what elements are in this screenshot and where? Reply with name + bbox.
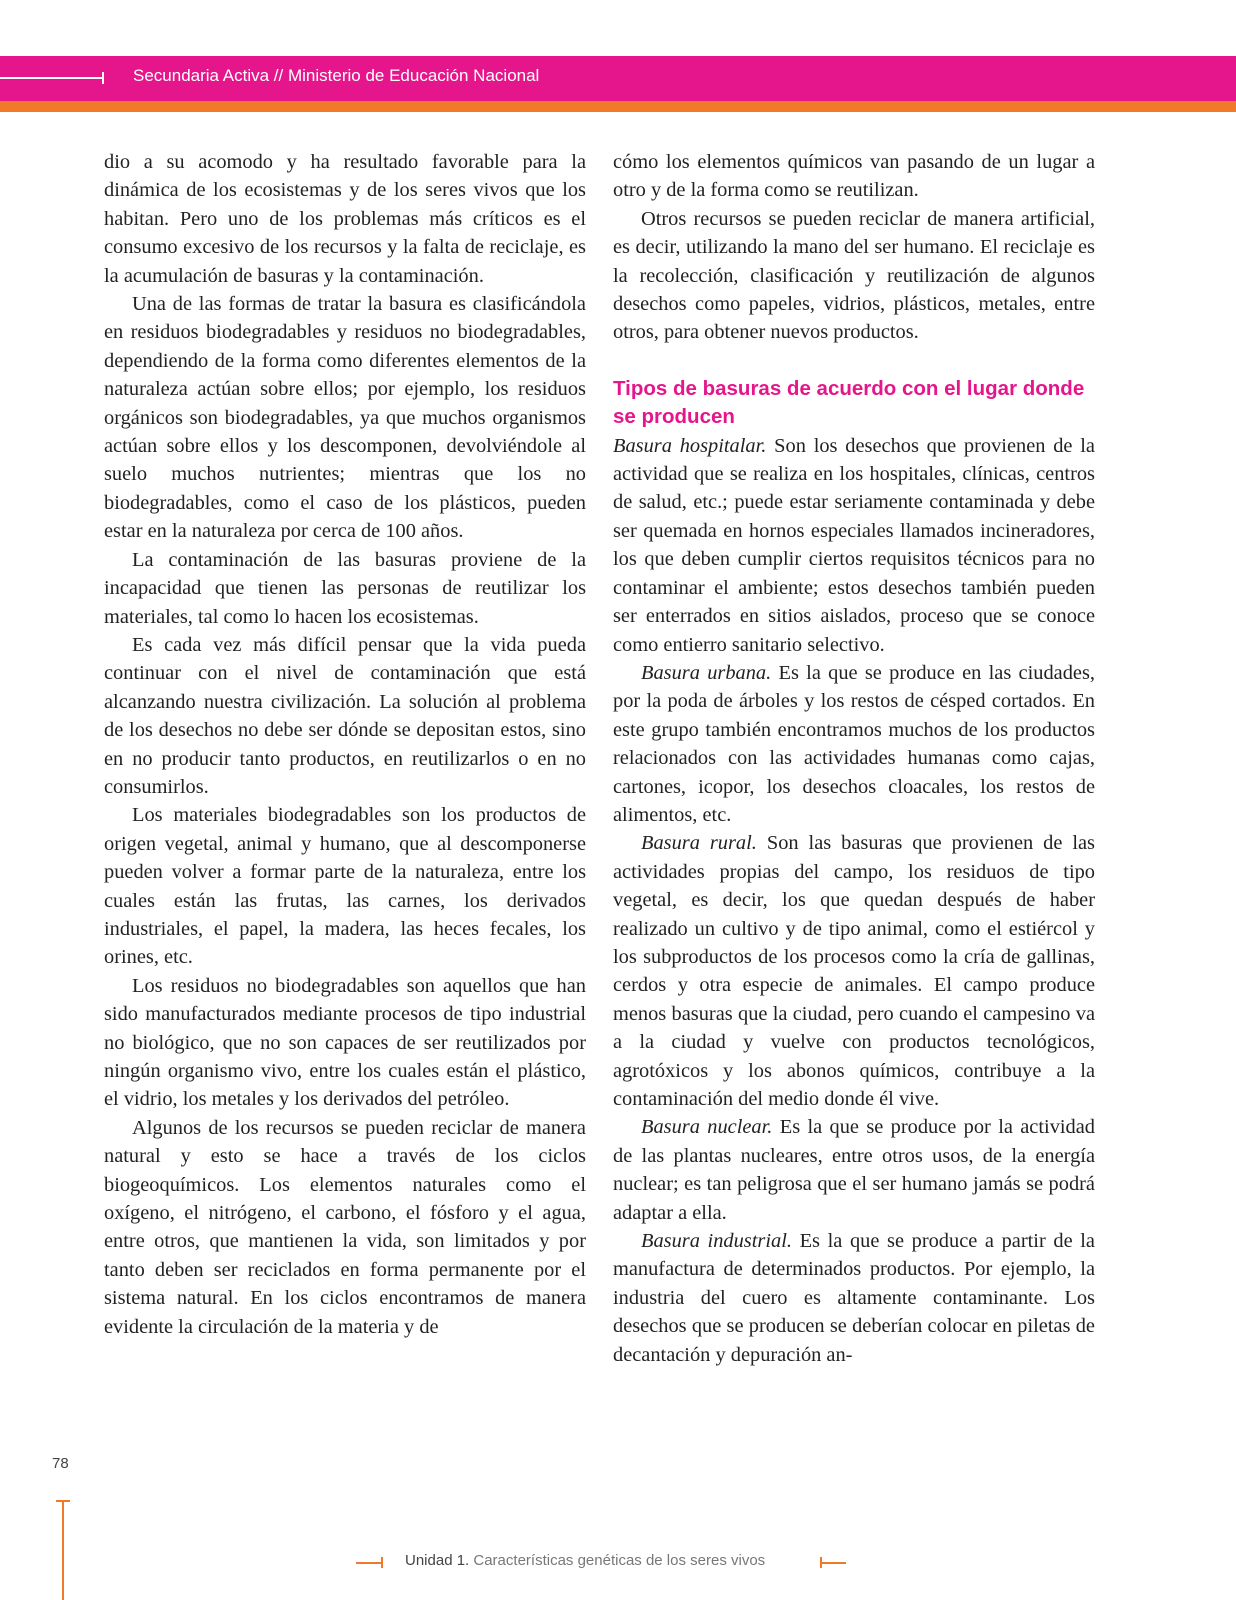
header-rule — [0, 77, 104, 79]
paragraph: Los residuos no biodegradables son aquellos que han sido manufacturados mediante procesos de tipo industrial no biológico, que no son capaces de ser reutilizados por ningún organismo vivo, entre los cuales están el plástico, el vidrio, los metales y los derivados del petróleo. — [104, 974, 586, 1111]
paragraph — [613, 1227, 1095, 1369]
footer-rule-right-cap — [820, 1557, 822, 1568]
paragraph — [613, 829, 1095, 1113]
definition: Son las basuras que provienen de las actividades propias del campo, los residuos de tipo vegetal, es decir, los que quedan después de haber realizado un cultivo y de tipo animal, como el estiércol y los subproductos de los procesos como la cría de gallinas, cerdos y otra especie de animales. El campo produce menos basuras que la ciudad, pero cuando el campesino va a la ciudad y vuelve con productos tecnológicos, agrotóxicos y los abonos químicos, contribuye a la contaminación del medio donde él vive. — [613, 832, 1095, 1110]
paragraph — [613, 1113, 1095, 1227]
paragraph: Los materiales biodegradables son los productos de origen vegetal, animal y humano, que al descomponerse pueden volver a formar parte de la naturaleza, entre los cuales están las frutas, las carnes, los derivados industriales, el papel, la madera, las heces fecales, los orines, etc. — [104, 804, 586, 969]
paragraph: Otros recursos se pueden reciclar de manera artificial, es decir, utilizando la mano del ser humano. El reciclaje es la recolección, clasificación y reutilización de algunos desechos como papeles, vidrios, plásticos, metales, entre otros, para obtener nuevos productos. — [613, 207, 1095, 344]
header-title: Secundaria Activa // Ministerio de Educación Nacional — [133, 66, 540, 85]
footer-unit: Unidad 1. — [405, 1552, 470, 1569]
header-rule-cap — [102, 72, 104, 84]
footer-rule-right — [820, 1562, 846, 1564]
paragraph: La contaminación de las basuras proviene de la incapacidad que tienen las personas de reutilizar los materiales, tal como lo hacen los ecosistemas. — [104, 548, 586, 628]
footer-topic: Características genéticas de los seres vivos — [469, 1552, 766, 1569]
spacer — [613, 347, 1095, 375]
definition: Es la que se produce en las ciudades, por la poda de árboles y los restos de césped cortados. En este grupo también encontramos muchos de los productos relacionados con las actividades humanas como cajas, cartones, icopor, los desechos cloacales, los restos de alimentos, etc. — [613, 661, 1095, 826]
footer-rule-left-cap — [381, 1557, 383, 1568]
paragraph — [613, 432, 1095, 659]
page-number: 78 — [52, 1455, 69, 1472]
section-title: Tipos de basuras de acuerdo con el lugar donde se producen — [613, 376, 1085, 429]
paragraph: cómo los elementos químicos van pasando de un lugar a otro y de la forma como se reutilizan. — [613, 151, 1095, 202]
definition: Son los desechos que provienen de la actividad que se realiza en los hospitales, clínicas, centros de salud, etc.; puede estar seriamente contaminada y debe ser quemada en hornos especiales llamados incineradores, los que deben cumplir ciertos requisitos técnicos para no contaminar el ambiente; estos desechos también pueden ser enterrados en sitios aislados, proceso que se conoce como entierro sanitario selectivo. — [613, 434, 1095, 656]
paragraph: Algunos de los recursos se pueden reciclar de manera natural y esto se hace a través de los ciclos biogeoquímicos. Los elementos naturales como el oxígeno, el nitrógeno, el carbono, el fósforo y el agua, entre otros, que mantienen la vida, son limitados y por tanto deben ser reciclados en forma permanente por el sistema natural. En los ciclos encontramos de manera evidente la circulación de la materia y de — [104, 1116, 586, 1338]
term: Basura industrial. — [641, 1230, 792, 1253]
left-column — [104, 148, 586, 1341]
right-column — [613, 148, 1095, 1369]
header-accent-stripe — [0, 101, 1236, 112]
term: Basura hospitalar. — [613, 434, 767, 457]
footer-rule-left — [356, 1562, 382, 1564]
paragraph — [613, 659, 1095, 829]
margin-rule — [62, 1500, 64, 1600]
footer — [405, 1552, 765, 1569]
paragraph: Es cada vez más difícil pensar que la vida pueda continuar con el nivel de contaminación que está alcanzando nuestra civilización. La solución al problema de los desechos no debe ser dónde se depositan estos, sino en no producir tanto productos, en reutilizarlos o en no consumirlos. — [104, 633, 586, 798]
term: Basura urbana. — [641, 661, 772, 684]
definition: Es la que se produce a partir de la manufactura de determinados productos. Por ejemplo, la industria del cuero es altamente contaminante. Los desechos que se producen se deberían colocar en piletas de decantación y depuración an- — [613, 1230, 1095, 1366]
term: Basura nuclear. — [641, 1116, 773, 1139]
term: Basura rural. — [641, 832, 757, 855]
definition: Es la que se produce por la actividad de las plantas nucleares, entre otros usos, de la energía nuclear; es tan peligrosa que el ser humano jamás se podrá adaptar a ella. — [613, 1116, 1095, 1224]
paragraph: dio a su acomodo y ha resultado favorable para la dinámica de los ecosistemas y de los seres vivos que los habitan. Pero uno de los problemas más críticos es el consumo excesivo de los recursos y la falta de reciclaje, es la acumulación de basuras y la contaminación. — [104, 151, 586, 287]
paragraph: Una de las formas de tratar la basura es clasificándola en residuos biodegradables y residuos no biodegradables, dependiendo de la forma como diferentes elementos de la naturaleza actúan sobre ellos; por ejemplo, los residuos orgánicos son biodegradables, ya que muchos organismos actúan sobre ellos y los descomponen, devolviéndole al suelo muchos nutrientes; mientras que los no biodegradables, como el caso de los plásticos, pueden estar en la naturaleza por cerca de 100 años. — [104, 293, 586, 543]
